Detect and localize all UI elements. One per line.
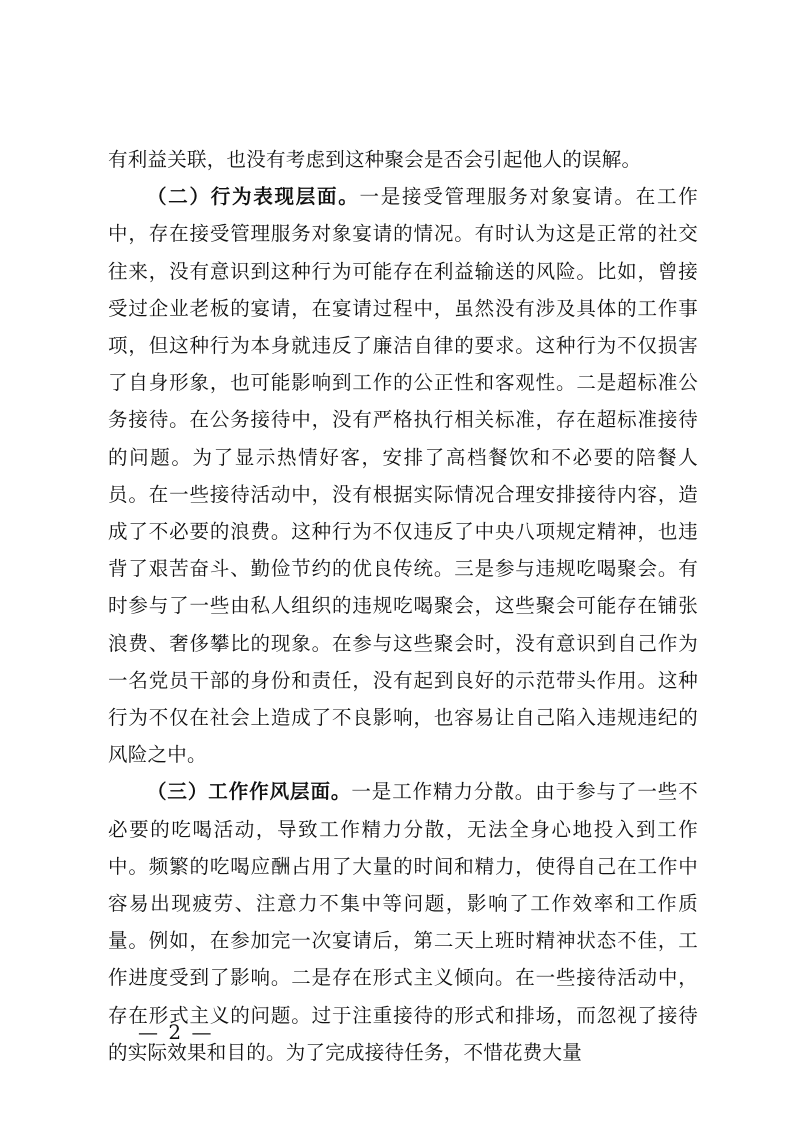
paragraph-behavior xyxy=(108,178,698,773)
section-heading: （三）工作作风层面。 xyxy=(147,780,352,804)
paragraph-continuation xyxy=(108,141,698,178)
paragraph-text: 一是工作精力分散。由于参与了一些不必要的吃喝活动，导致工作精力分散，无法全身心地投入到工作中。频繁的吃喝应酬占用了大量的时间和精力，使得自己在工作中容易出现疲劳、注意力不集中等问题，影响了工作效率和工作质量。例如，在参加完一次宴请后，第二天上班时精神状态不佳，工作进度受到了影响。二是存在形式主义倾向。在一些接待活动中，存在形式主义的问题。过于注重接待的形式和排场，而忽视了接待的实际效果和目的。为了完成接待任务，不惜花费大量 xyxy=(108,780,698,1064)
page-number: — 2 — xyxy=(138,1020,214,1044)
paragraph-text: 有利益关联，也没有考虑到这种聚会是否会引起他人的误解。 xyxy=(108,148,642,171)
paragraph-text: 一是接受管理服务对象宴请。在工作中，存在接受管理服务对象宴请的情况。有时认为这是正常的社交往来，没有意识到这种行为可能存在利益输送的风险。比如，曾接受过企业老板的宴请，在宴请过程中，虽然没有涉及具体的工作事项，但这种行为本身就违反了廉洁自律的要求。这种行为不仅损害了自身形象，也可能影响到工作的公正性和客观性。二是超标准公务接待。在公务接待中，没有严格执行相关标准，存在超标准接待的问题。为了显示热情好客，安排了高档餐饮和不必要的陪餐人员。在一些接待活动中，没有根据实际情况合理安排接待内容，造成了不必要的浪费。这种行为不仅违反了中央八项规定精神，也违背了艰苦奋斗、勤俭节约的优良传统。三是参与违规吃喝聚会。有时参与了一些由私人组织的违规吃喝聚会，这些聚会可能存在铺张浪费、奢侈攀比的现象。在参与这些聚会时，没有意识到自己作为一名党员干部的身份和责任，没有起到良好的示范带头作用。这种行为不仅在社会上造成了不良影响，也容易让自己陷入违规违纪的风险之中。 xyxy=(108,185,698,767)
section-heading: （二）行为表现层面。 xyxy=(147,185,360,209)
document-body xyxy=(108,141,698,1071)
